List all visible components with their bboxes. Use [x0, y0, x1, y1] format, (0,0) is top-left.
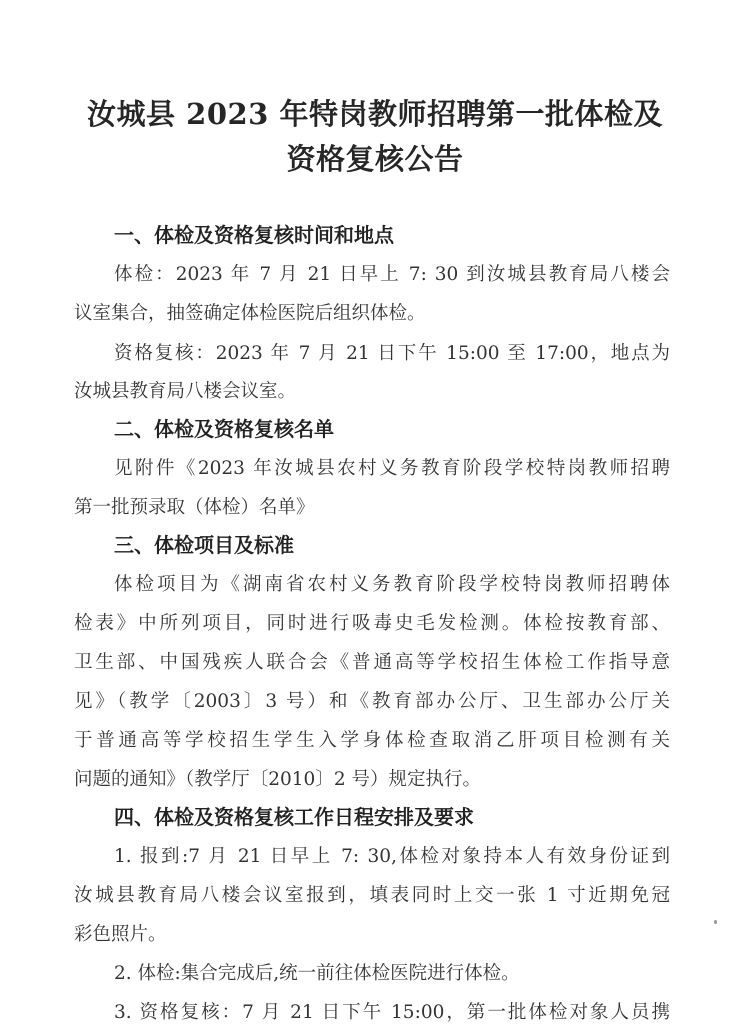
- section-3-paragraph-line: 卫生部、中国残疾人联合会《普通高等学校招生体检工作指导意: [74, 652, 670, 673]
- section-3-paragraph-line: 检表》中所列项目，同时进行吸毒史毛发检测。体检按教育部、: [74, 613, 670, 634]
- section-1-paragraph-line: 资格复核：2023 年 7 月 21 日下午 15:00 至 17:00，地点为: [114, 343, 670, 364]
- section-1-paragraph-line: 议室集合，抽签确定体检医院后组织体检。: [74, 303, 426, 324]
- section-1-paragraph-line: 体检：2023 年 7 月 21 日早上 7: 30 到汝城县教育局八楼会: [114, 264, 670, 285]
- section-3-paragraph-line: 于普通高等学校招生学生入学身体检查取消乙肝项目检测有关: [74, 730, 670, 751]
- section-2-heading: 二、体检及资格复核名单: [114, 417, 334, 441]
- document-title-line-2: 资格复核公告: [286, 142, 464, 176]
- section-3-paragraph-line: 体检项目为《湖南省农村义务教育阶段学校特岗教师招聘体: [114, 574, 670, 595]
- section-2-paragraph-line: 见附件《2023 年汝城县农村义务教育阶段学校特岗教师招聘: [114, 458, 670, 479]
- section-4-item-line: 1. 报到:7 月 21 日早上 7: 30,体检对象持本人有效身份证到: [114, 846, 670, 867]
- section-4-item-line: 2. 体检:集合完成后,统一前往体检医院进行体检。: [114, 963, 520, 984]
- section-4-item-line: 3. 资格复核：7 月 21 日下午 15:00，第一批体检对象人员携: [114, 1002, 670, 1023]
- section-3-paragraph-line: 见》（教学〔2003〕3 号）和《教育部办公厅、卫生部办公厅关: [74, 691, 670, 712]
- section-2-paragraph-line: 第一批预录取（体检）名单》: [74, 497, 315, 518]
- section-1-heading: 一、体检及资格复核时间和地点: [114, 223, 394, 247]
- section-4-heading: 四、体检及资格复核工作日程安排及要求: [114, 805, 474, 829]
- section-4-item-line: 彩色照片。: [74, 924, 167, 945]
- document-title-line-1: 汝城县 2023 年特岗教师招聘第一批体检及: [87, 97, 663, 131]
- section-4-item-line: 汝城县教育局八楼会议室报到，填表同时上交一张 1 寸近期免冠: [74, 885, 670, 906]
- section-3-paragraph-line: 问题的通知》（教学厅〔2010〕2 号）规定执行。: [74, 769, 481, 790]
- scan-speck: [714, 920, 717, 924]
- section-1-paragraph-line: 汝城县教育局八楼会议室。: [74, 381, 297, 402]
- section-3-heading: 三、体检项目及标准: [114, 533, 294, 557]
